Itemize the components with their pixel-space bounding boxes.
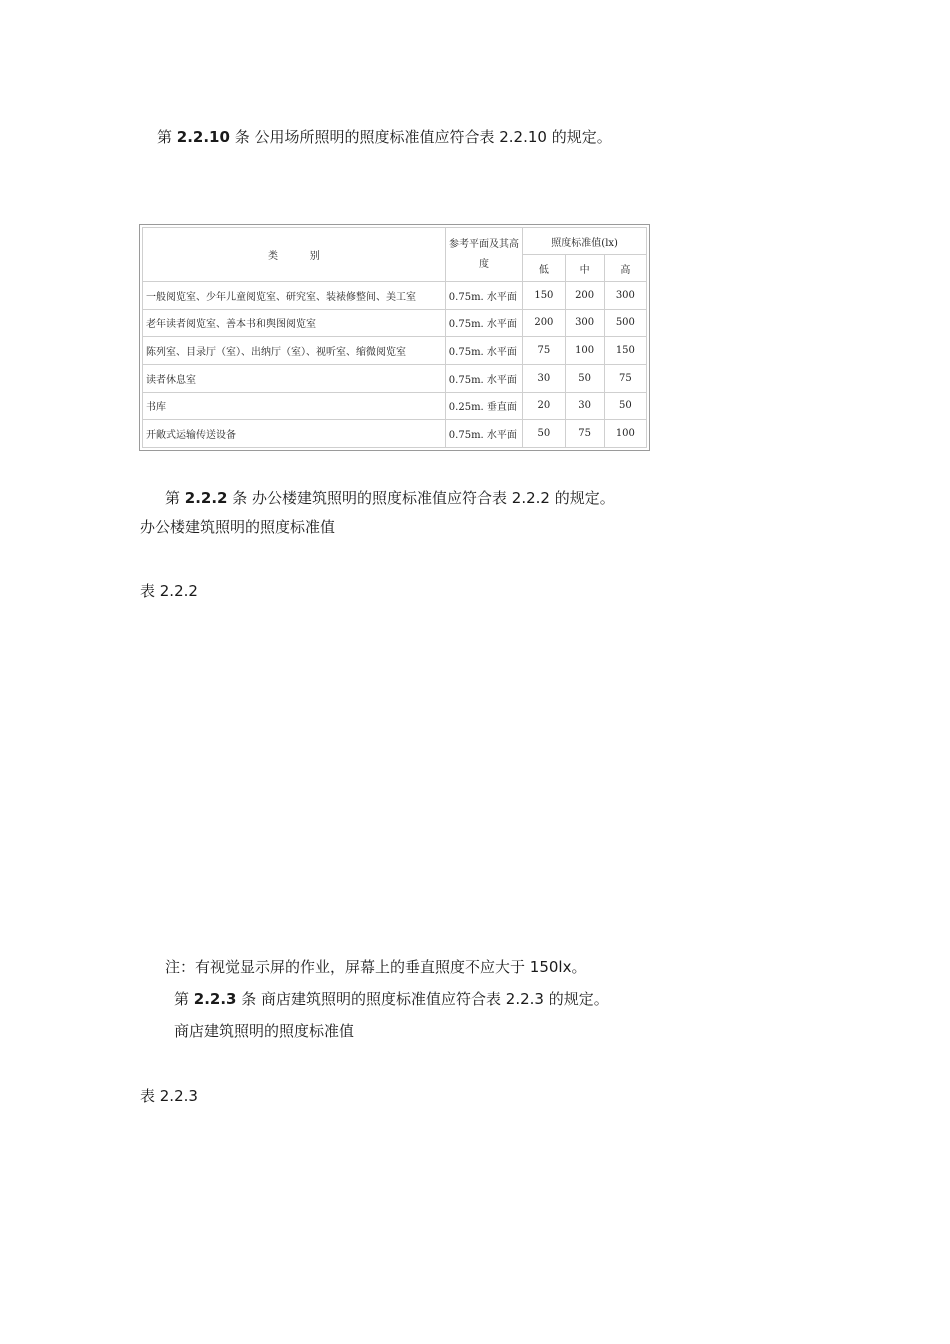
clause-number: 2.2.3 xyxy=(193,990,237,1008)
row-mid: 75 xyxy=(565,420,604,448)
row-mid: 100 xyxy=(565,337,604,365)
row-plane: 0.75m. 水平面 xyxy=(445,309,522,337)
row-plane: 0.75m. 水平面 xyxy=(445,364,522,392)
clause-number: 2.2.2 xyxy=(184,489,228,507)
header-plane: 参考平面及其高度 xyxy=(445,228,522,282)
row-low: 20 xyxy=(523,392,565,420)
row-plane: 0.75m. 水平面 xyxy=(445,420,522,448)
row-high: 150 xyxy=(604,337,646,365)
clause-prefix: 第 xyxy=(157,128,177,146)
table-label-2-2-2: 表 2.2.2 xyxy=(140,582,198,600)
clause-prefix: 第 xyxy=(174,990,194,1008)
header-low: 低 xyxy=(523,255,565,282)
row-name: 陈列室、目录厅（室）、出纳厅（室）、视听室、缩微阅览室 xyxy=(143,337,446,365)
table-row xyxy=(143,420,647,448)
header-high: 高 xyxy=(604,255,646,282)
table-label-2-2-3: 表 2.2.3 xyxy=(140,1087,198,1105)
row-low: 200 xyxy=(523,309,565,337)
row-mid: 30 xyxy=(565,392,604,420)
row-high: 300 xyxy=(604,282,646,310)
illuminance-table-2-2-10 xyxy=(139,224,650,451)
row-low: 75 xyxy=(523,337,565,365)
row-mid: 200 xyxy=(565,282,604,310)
row-plane: 0.75m. 水平面 xyxy=(445,337,522,365)
table-row xyxy=(143,392,647,420)
row-name: 一般阅览室、少年儿童阅览室、研究室、装裱修整间、美工室 xyxy=(143,282,446,310)
row-plane: 0.75m. 水平面 xyxy=(445,282,522,310)
clause-prefix: 第 xyxy=(165,489,185,507)
row-low: 30 xyxy=(523,364,565,392)
row-mid: 50 xyxy=(565,364,604,392)
row-name: 老年读者阅览室、善本书和舆图阅览室 xyxy=(143,309,446,337)
row-high: 50 xyxy=(604,392,646,420)
table-row xyxy=(143,364,647,392)
clause-text: 条 办公楼建筑照明的照度标准值应符合表 2.2.2 的规定。 xyxy=(227,489,615,507)
table-title-shop: 商店建筑照明的照度标准值 xyxy=(174,1022,355,1040)
header-mid: 中 xyxy=(565,255,604,282)
header-standard: 照度标准值(lx) xyxy=(523,228,647,255)
clause-number: 2.2.10 xyxy=(176,128,230,146)
row-name: 开敞式运输传送设备 xyxy=(143,420,446,448)
table-title-office: 办公楼建筑照明的照度标准值 xyxy=(140,518,336,536)
clause-text: 条 公用场所照明的照度标准值应符合表 2.2.10 的规定。 xyxy=(229,128,612,146)
row-low: 50 xyxy=(523,420,565,448)
clause-text: 条 商店建筑照明的照度标准值应符合表 2.2.3 的规定。 xyxy=(236,990,609,1008)
row-name: 书库 xyxy=(143,392,446,420)
clause-2-2-3 xyxy=(174,989,609,1009)
note-text: 注：有视觉显示屏的作业，屏幕上的垂直照度不应大于 150lx。 xyxy=(165,958,587,976)
clause-2-2-2 xyxy=(165,488,615,508)
row-high: 100 xyxy=(604,420,646,448)
row-mid: 300 xyxy=(565,309,604,337)
row-plane: 0.25m. 垂直面 xyxy=(445,392,522,420)
table-row xyxy=(143,282,647,310)
header-category: 类 别 xyxy=(143,228,446,282)
row-name: 读者休息室 xyxy=(143,364,446,392)
row-low: 150 xyxy=(523,282,565,310)
row-high: 500 xyxy=(604,309,646,337)
row-high: 75 xyxy=(604,364,646,392)
clause-2-2-10 xyxy=(157,127,612,147)
table-row xyxy=(143,337,647,365)
table-row xyxy=(143,309,647,337)
